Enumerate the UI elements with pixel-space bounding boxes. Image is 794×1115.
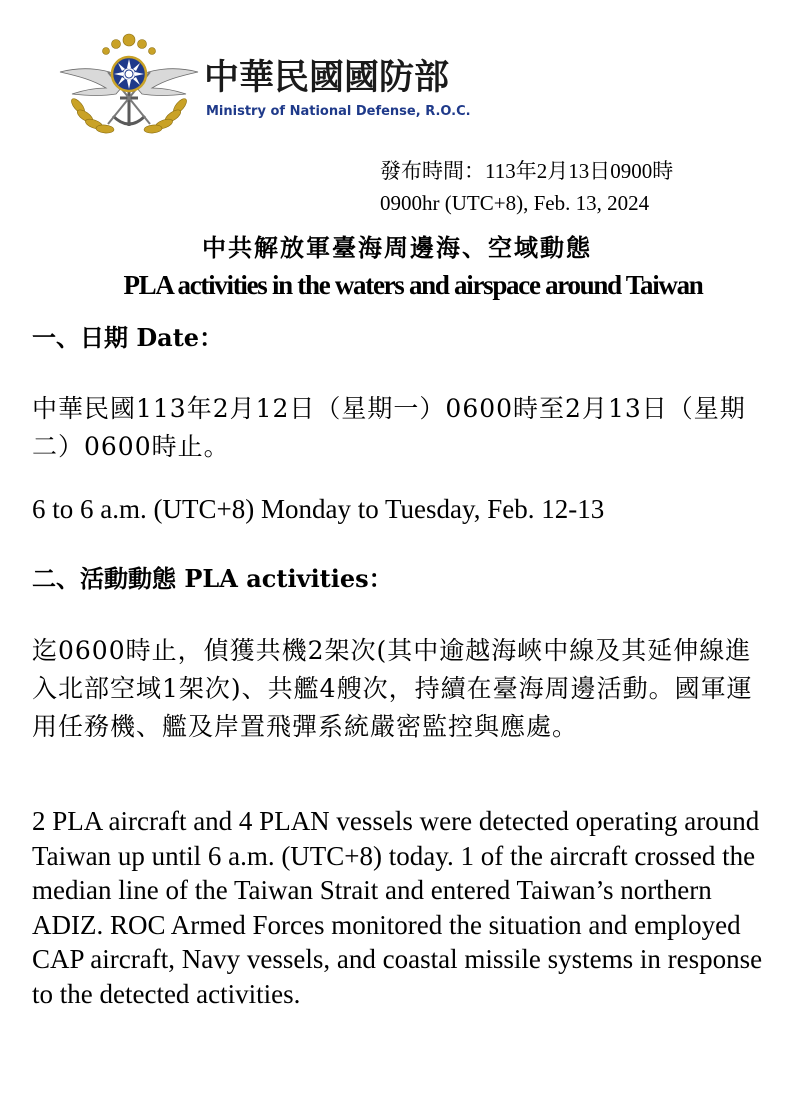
section-date-heading: 一、日期 Date： [32, 323, 224, 352]
activities-paragraph-chinese: 迄0600時止，偵獲共機2架次(其中逾越海峽中線及其延伸線進入北部空域1架次)、共艦4艘次，持續在臺海周邊活動。國軍運用任務機、艦及岸置飛彈系統嚴密監控與應處。 [32, 636, 753, 741]
section-activities-heading: 二、活動動態 PLA activities： [32, 564, 393, 593]
letterhead [58, 28, 518, 140]
ministry-emblem-icon [58, 28, 200, 138]
organization-name-chinese: 中華民國國防部 [204, 58, 450, 98]
organization-name-english: Ministry of National Defense, R.O.C. [206, 104, 471, 119]
release-time [380, 155, 673, 219]
activities-paragraph-english: 2 PLA aircraft and 4 PLAN vessels were detected operating around Taiwan up until 6 a.m. (UTC+8) today. 1 of the aircraft crossed the median line of the Taiwan Strait and entered Taiwan’s northern ADIZ. ROC Armed Forces monitored the situation and employed CAP aircraft, Navy vessels, and coastal missile systems in response to the detected activities. [32, 806, 763, 1009]
document-title-english: PLA activities in the waters and airspace around Taiwan [123, 270, 703, 300]
document-title-chinese: 中共解放軍臺海周邊海、空域動態 [202, 233, 592, 262]
release-time-english: 0900hr (UTC+8), Feb. 13, 2024 [380, 191, 650, 215]
date-paragraph-english: 6 to 6 a.m. (UTC+8) Monday to Tuesday, Feb. 12-13 [32, 494, 605, 524]
release-time-chinese: 發布時間：113年2月13日0900時 [380, 159, 674, 183]
date-paragraph-chinese: 中華民國113年2月12日（星期一）0600時至2月13日（星期二）0600時止。 [32, 394, 746, 461]
